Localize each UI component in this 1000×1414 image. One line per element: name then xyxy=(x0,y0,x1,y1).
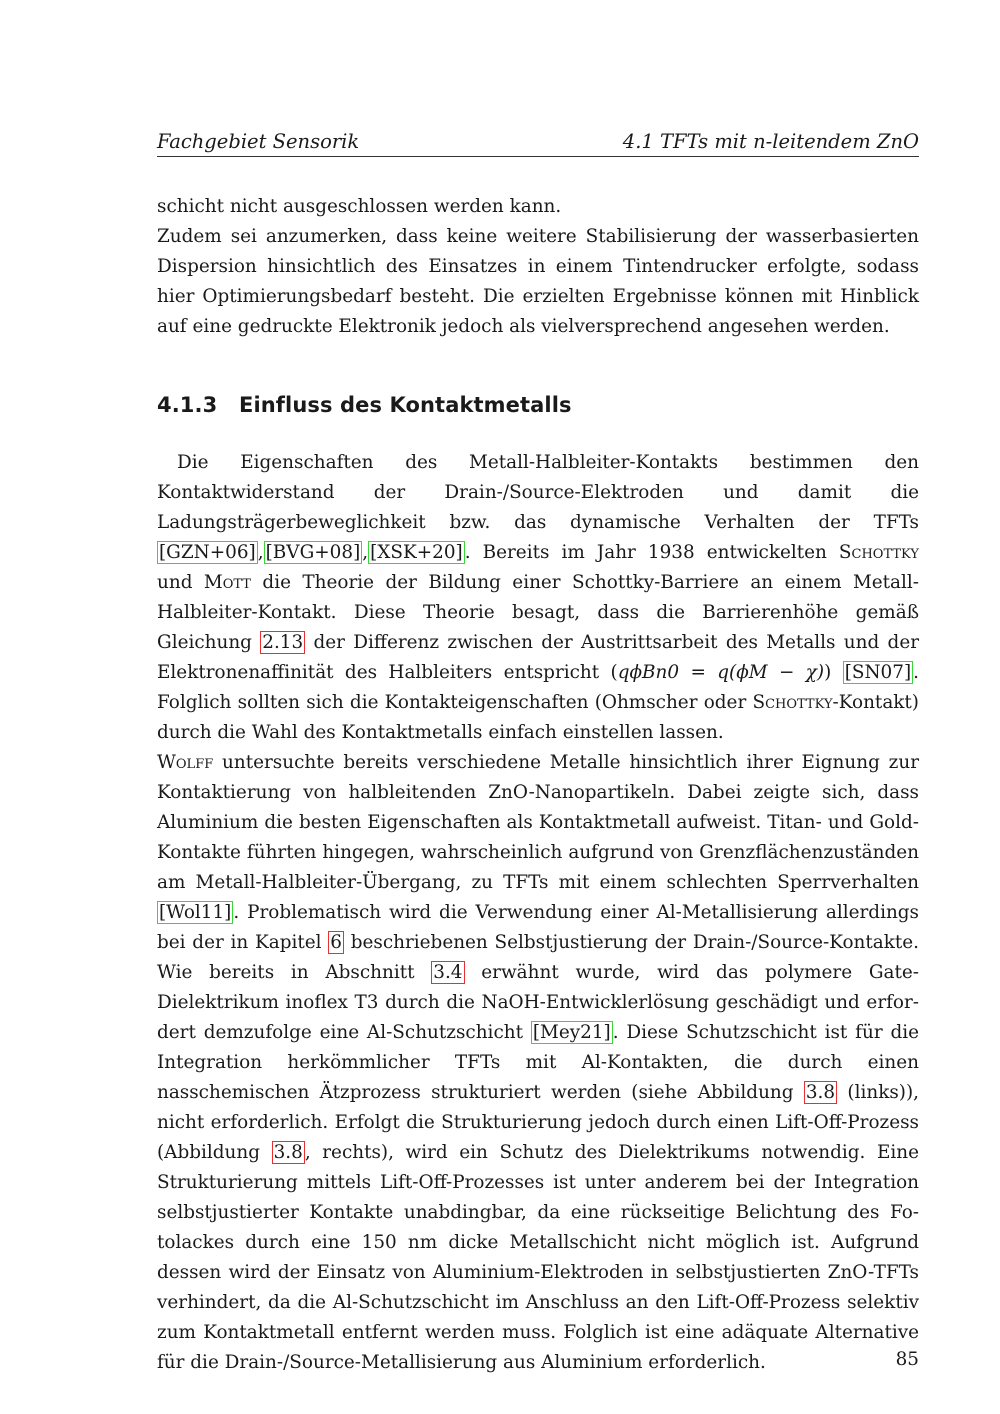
text: . Problematisch wird die Verwendung einer Al-Metallisierung allerdings bei der in Kapitel xyxy=(157,902,919,953)
citation-link[interactable]: [BVG+08] xyxy=(265,542,361,563)
citation-link[interactable]: [SN07] xyxy=(844,662,912,683)
author-name: Schottky xyxy=(752,692,833,713)
section-heading xyxy=(157,393,572,417)
text: und xyxy=(157,572,204,593)
header-left: Fachgebiet Sensorik xyxy=(157,130,360,153)
section-number: 4.1.3 xyxy=(157,393,218,417)
text: . Diese Schutzschicht ist für die Integration herkömmlicher TFTs mit Al-Kontakten, die durch einen nasschemischen Ätzprozess strukturiert werden (siehe Abbildung xyxy=(157,1022,919,1103)
author-name: Mott xyxy=(203,572,251,593)
citation-link[interactable]: [Mey21] xyxy=(532,1022,611,1043)
section-title: Einfluss des Kontaktmetalls xyxy=(239,393,572,417)
text: . Bereits im Jahr 1938 entwickelten xyxy=(464,542,839,563)
citation-link[interactable]: [Wol11] xyxy=(159,902,232,923)
text: -Kontakt) durch die Wahl des Kontaktmetalls einfach einstellen lassen. xyxy=(157,692,919,743)
page-number: 85 xyxy=(895,1349,919,1370)
figure-link[interactable]: 3.8 xyxy=(805,1082,836,1103)
citation-link[interactable]: [XSK+20] xyxy=(370,542,463,563)
intro-paragraph: Zudem sei anzumerken, dass keine weitere Stabilisierung der wasserbasierten Dispersion hinsichtlich des Einsatzes in einem Tintendrucker erfolgte, sodass hier Optimierungsbedarf besteht. Die erzielten Ergebnisse können mit Hinblick auf eine gedruckte Elektronik jedoch als vielversprechend angesehen werden. xyxy=(157,226,919,337)
section-body xyxy=(157,448,919,1378)
text: der Differenz zwischen der Austrittsarbeit des Metalls und der Elektronenaffinität des Halbleiters entspricht ( xyxy=(157,632,919,683)
header-right: 4.1 TFTs mit n-leitendem ZnO xyxy=(622,130,919,153)
chapter-link[interactable]: 6 xyxy=(330,932,342,953)
figure-link[interactable]: 3.8 xyxy=(273,1142,303,1163)
text: (links)), nicht erforderlich. Erfolgt die Strukturierung jedoch durch einen Lift-Off-Prozess (Abbildung xyxy=(157,1082,919,1163)
text: die Theorie der Bildung einer Schottky-Barriere an einem Metall-Halbleiter-Kontakt. Diese Theorie besagt, dass die Barrierenhöhe gemäß Gleichung xyxy=(157,572,919,653)
inline-formula: qϕBn0 = q(ϕM − χ) xyxy=(617,662,825,683)
citation-link[interactable]: [GZN+06] xyxy=(159,542,256,563)
text: ) xyxy=(824,662,843,683)
intro-line: schicht nicht ausgeschlossen werden kann. xyxy=(157,196,562,217)
equation-link[interactable]: 2.13 xyxy=(262,632,304,653)
paragraph-contact: Die Eigenschaften des Metall-Halbleiter-Kontakts bestimmen den Kontaktwiderstand der Drain-/Source-Elektroden und damit die Ladungsträgerbeweglichkeit bzw. das dynamische Verhalten der TFTs [GZN+06] , [BVG+08] , [XSK+20] . Bereits im Jahr 1938 entwickelten Schottky und Mott die Theorie der Bildung einer Schottky-Barriere an einem Metall-Halbleiter-Kontakt. Diese Theorie besagt, dass die Barrierenhöhe gemäß Gleichung 2.13 der Differenz zwischen der Austrittsarbeit des Metalls und der Elektronenaffinität des Halbleiters entspricht (qϕBn0 = q(ϕM − χ)) [SN07] . Folglich sollten sich die Kontakteigenschaften (Ohmscher oder Schottky-Kontakt) durch die Wahl des Kontaktmetalls einfach einstellen lassen. xyxy=(157,452,919,743)
intro-text xyxy=(157,192,919,342)
text: erwähnt wurde, wird das polymere Gate-Dielektrikum inoflex T3 durch die NaOH-Entwicklerlösung geschädigt und erfordert demzufolge eine Al-Schutzschicht xyxy=(157,962,919,1043)
author-name: Schottky xyxy=(838,542,919,563)
text: , rechts), wird ein Schutz des Dielektrikums notwendig. Eine Strukturierung mittels Lift-Off-Prozesses ist unter anderem bei der Integration selbstjustierter Kontakte unabdingbar, da eine rückseitige Belichtung des Fotolackes durch eine 150 nm dicke Metallschicht nicht möglich ist. Aufgrund dessen wird der Einsatz von Aluminium-Elektroden in selbstjustierten ZnO-TFTs verhindert, da die Al-Schutzschicht im Anschluss an den Lift-Off-Prozess selektiv zum Kontaktmetall entfernt werden muss. Folglich ist eine adäquate Alternative für die Drain-/Source-Metallisierung aus Aluminium erforderlich. xyxy=(157,1142,919,1373)
section-link[interactable]: 3.4 xyxy=(433,962,463,983)
text: Die Eigenschaften des Metall-Halbleiter-Kontakts bestimmen den Kontaktwiderstand der Drain-/Source-Elektroden und damit die Ladungsträgerbeweglichkeit bzw. das dynamische Verhalten der TFTs xyxy=(157,452,919,533)
text: beschriebenen Selbstjustierung der Drain-/Source-Kontakte. Wie bereits in Abschnitt xyxy=(157,932,919,983)
running-header xyxy=(157,128,919,157)
text: . Folglich sollten sich die Kontakteigenschaften (Ohmscher oder xyxy=(157,662,919,713)
text: untersuchte bereits verschiedene Metalle hinsichtlich ihrer Eignung zur Kontaktierung von halbleitenden ZnO-Nanopartikeln. Dabei zeigte sich, dass Aluminium die besten Eigenschaften als Kontaktmetall aufweist. Titan- und Gold-Kontakte führten hingegen, wahrscheinlich aufgrund von Grenzflächenzuständen am Metall-Halbleiter-Übergang, zu TFTs mit einem schlechten Sperrverhalten xyxy=(157,752,919,893)
paragraph-wolff xyxy=(157,748,919,1378)
author-name: Wolff xyxy=(157,752,214,773)
